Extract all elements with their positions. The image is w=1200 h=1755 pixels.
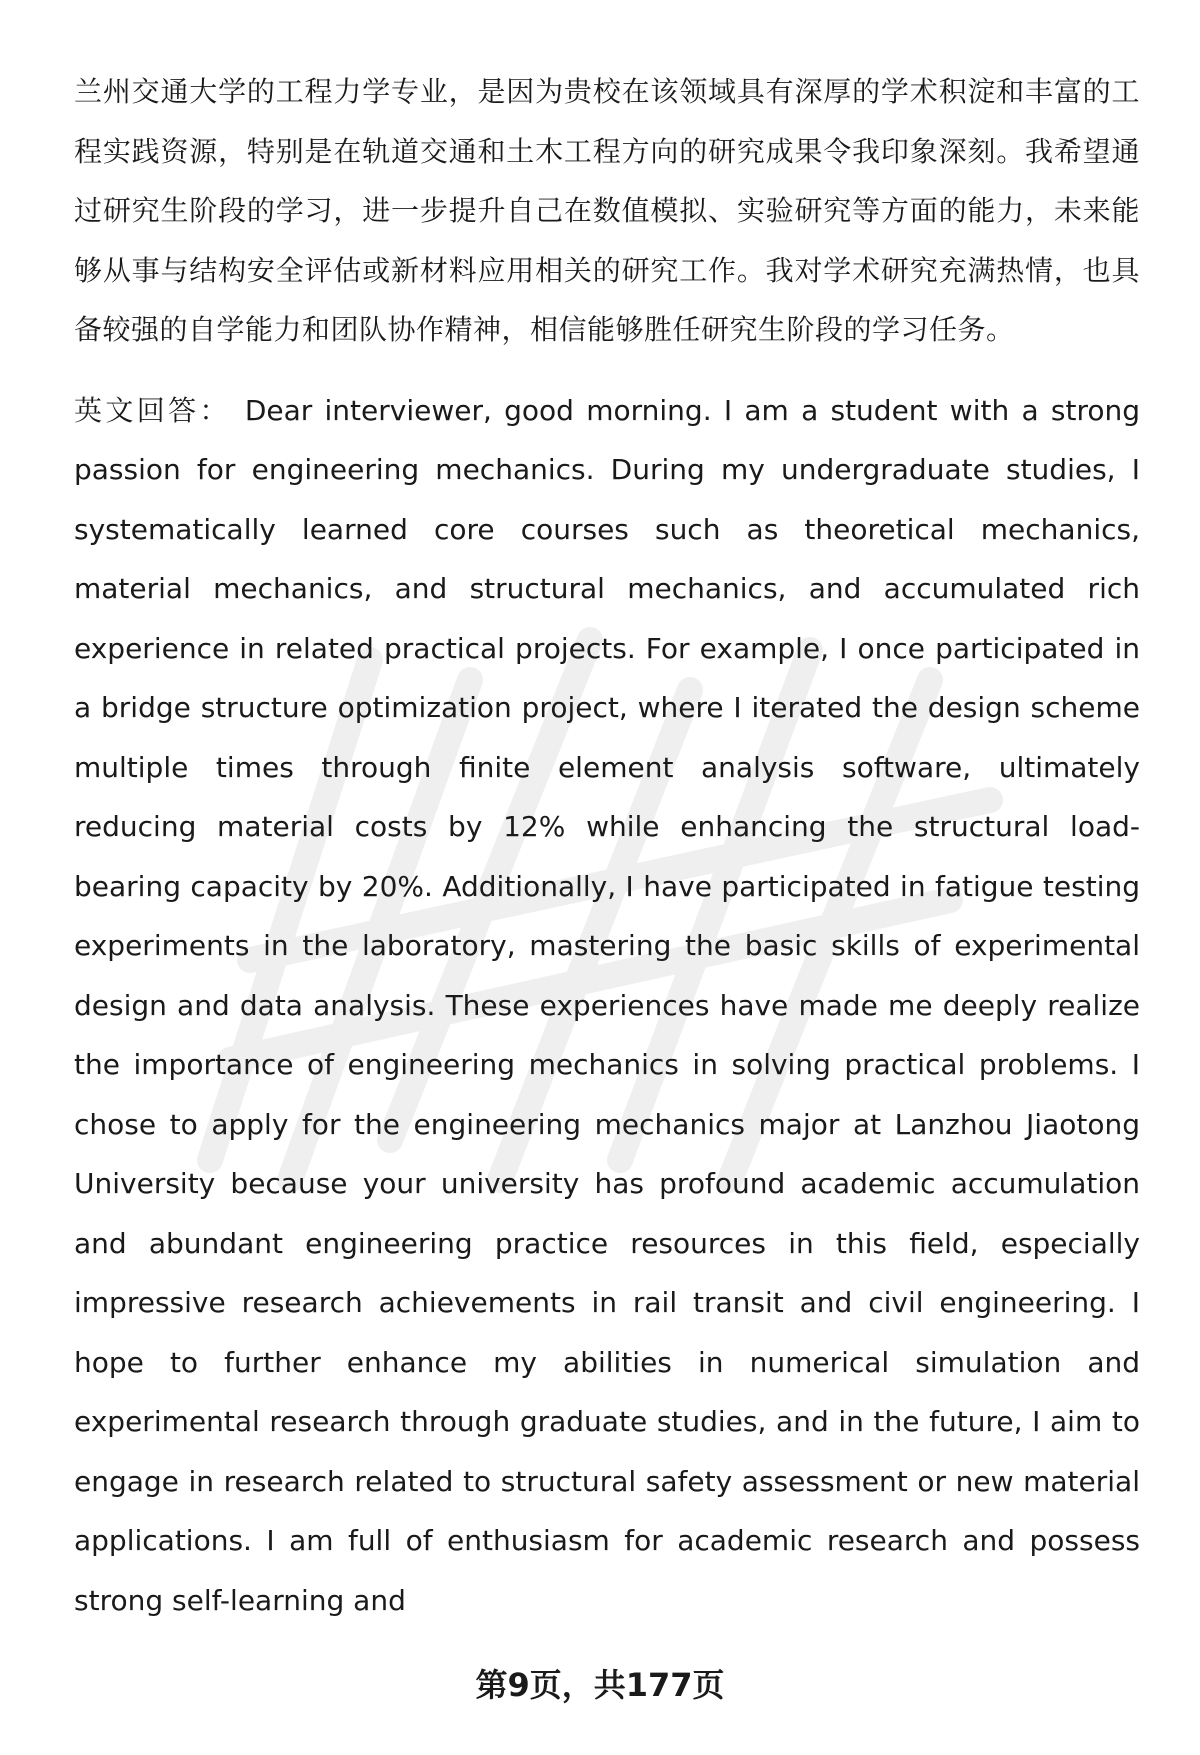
english-answer-text: Dear interviewer, good morning. I am a student with a strong passion for engineering mechanics. During my undergraduate studies, I systematically learned core courses such as theoretical mechanics, material mechanics, and structural mechanics, and accumulated rich experience in related practical projects. For example, I once participated in a bridge structure optimization project, where I iterated the design scheme multiple times through finite element analysis software, ultimately reducing material costs by 12% while enhancing the structural load-bearing capacity by 20%. Additionally, I have participated in fatigue testing experiments in the laboratory, mastering the basic skills of experimental design and data analysis. These experiences have made me deeply realize the importance of engineering mechanics in solving practical problems. I chose to apply for the engineering mechanics major at Lanzhou Jiaotong University because your university has profound academic accumulation and abundant engineering practice resources in this field, especially impressive research achievements in rail transit and civil engineering. I hope to further enhance my abilities in numerical simulation and experimental research through graduate studies, and in the future, I aim to engage in research related to structural safety assessment or new material applications. I am full of enthusiasm for academic research and possess strong self-learning and (74, 393, 1140, 1617)
english-answer-paragraph (74, 381, 1140, 1631)
chinese-answer-paragraph: 兰州交通大学的工程力学专业，是因为贵校在该领域具有深厚的学术积淀和丰富的工程实践资源，特别是在轨道交通和土木工程方向的研究成果令我印象深刻。我希望通过研究生阶段的学习，进一步提升自己在数值模拟、实验研究等方面的能力，未来能够从事与结构安全评估或新材料应用相关的研究工作。我对学术研究充满热情，也具备较强的自学能力和团队协作精神，相信能够胜任研究生阶段的学习任务。 (74, 75, 1140, 346)
english-answer-label: 英文回答： (74, 393, 231, 427)
document-body (74, 62, 1140, 1630)
page-number-footer: 第9页，共177页 (475, 1666, 725, 1704)
